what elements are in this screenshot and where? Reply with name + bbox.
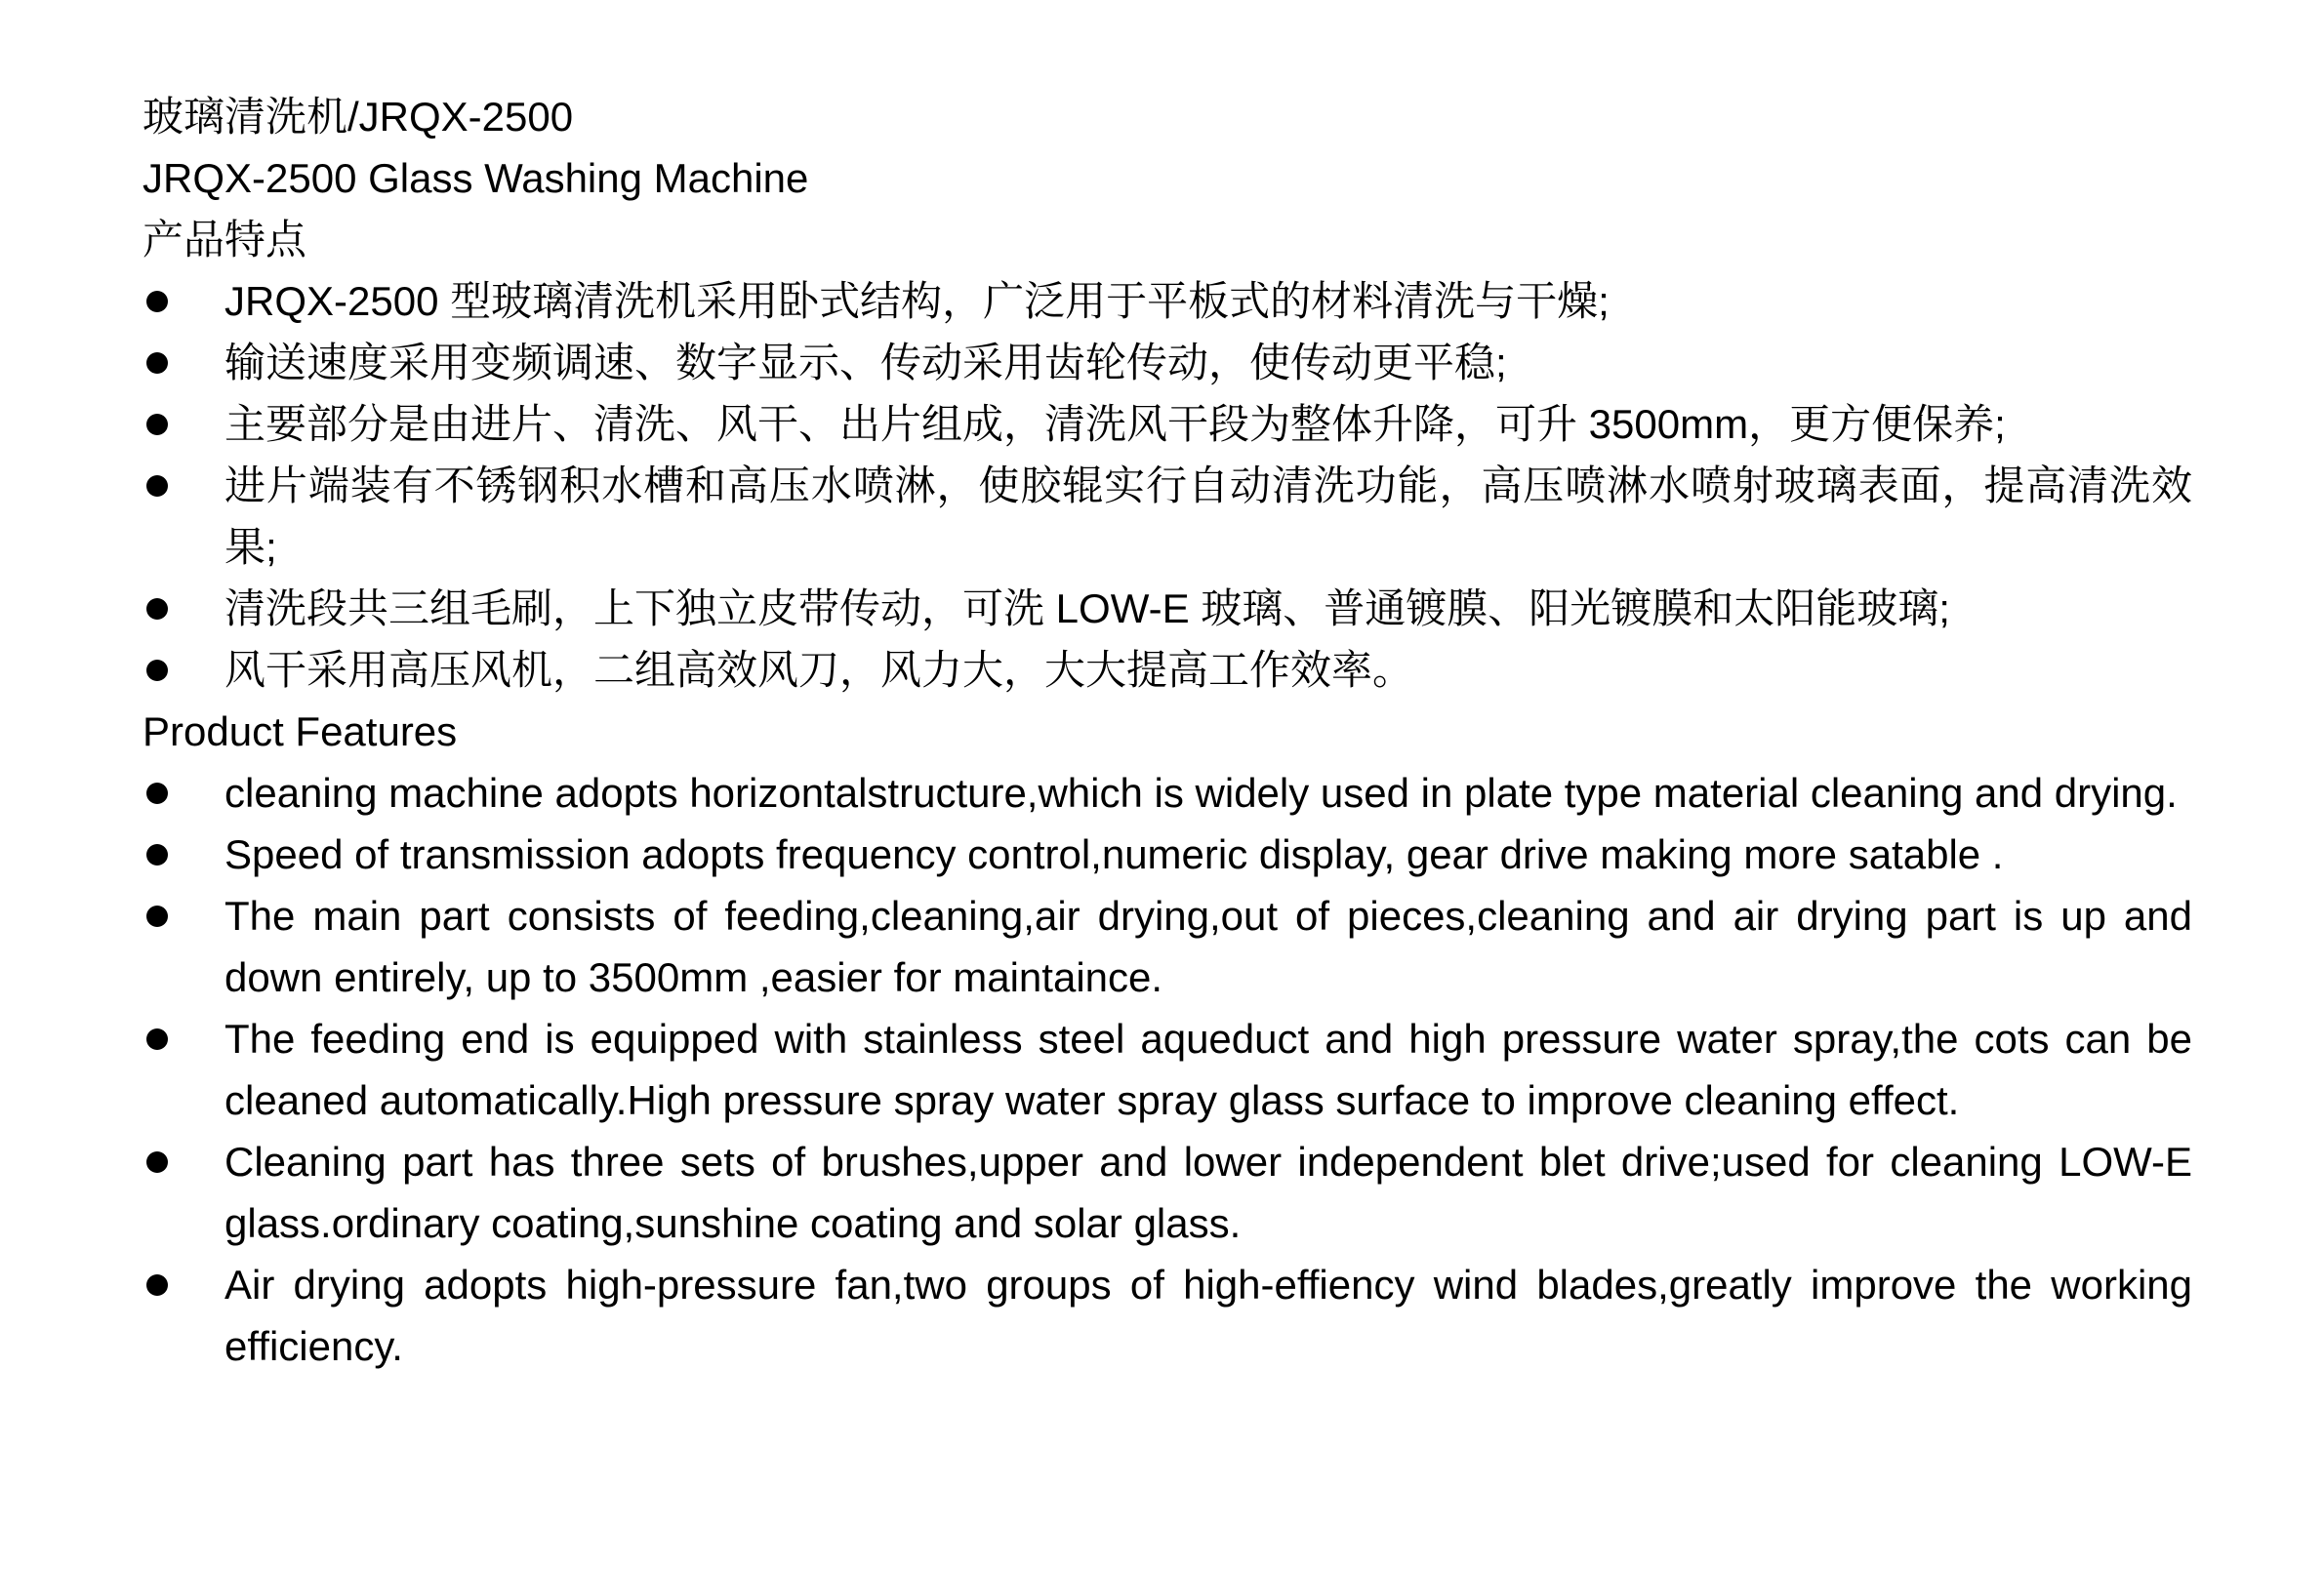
list-item-text: 风干采用高压风机，二组高效风刀，风力大，大大提高工作效率。 [224, 647, 1414, 693]
list-item-text: JRQX-2500 型玻璃清洗机采用卧式结构，广泛用于平板式的材料清洗与干燥; [224, 278, 1610, 324]
features-list-chinese [143, 270, 2192, 701]
list-item-text: The feeding end is equipped with stainless steel aqueduct and high pressure water spray,the cots can be cleaned automatically.High pressure spray water spray glass surface to improve cleaning effect. [224, 1016, 2192, 1123]
title-english: JRQX-2500 Glass Washing Machine [143, 155, 809, 201]
list-item-text: 主要部分是由进片、清洗、风干、出片组成，清洗风干段为整体升降，可升 3500mm，更方便保养; [224, 401, 2006, 447]
bullet-icon [146, 291, 168, 312]
list-item-text: 输送速度采用变频调速、数字显示、传动采用齿轮传动，使传动更平稳; [224, 340, 1507, 385]
list-item [143, 270, 2192, 332]
bullet-icon [146, 1274, 168, 1296]
features-heading-chinese: 产品特点 [143, 217, 307, 262]
features-list-english [143, 762, 2192, 1377]
list-item-text: Cleaning part has three sets of brushes,upper and lower independent blet drive;used for cleaning LOW-E glass.ordinary coating,sunshine coating and solar glass. [224, 1139, 2192, 1246]
bullet-icon [146, 906, 168, 927]
title-chinese: 玻璃清洗机/JRQX-2500 [143, 94, 574, 140]
bullet-icon [146, 414, 168, 435]
list-item [143, 578, 2192, 639]
list-item-text: 清洗段共三组毛刷，上下独立皮带传动，可洗 LOW-E 玻璃、普通镀膜、阳光镀膜和太阳能玻璃; [224, 585, 1950, 631]
list-item-text: The main part consists of feeding,cleaning,air drying,out of pieces,cleaning and air drying part is up and down entirely, up to 3500mm ,easier for maintaince. [224, 893, 2192, 1000]
list-item-text: 进片端装有不锈钢积水槽和高压水喷淋，使胶辊实行自动清洗功能，高压喷淋水喷射玻璃表面，提高清洗效果; [224, 463, 2192, 570]
bullet-icon [146, 660, 168, 681]
bullet-icon [146, 598, 168, 620]
bullet-icon [146, 475, 168, 497]
list-item [143, 332, 2192, 393]
list-item-text: cleaning machine adopts horizontalstructure,which is widely used in plate type material cleaning and drying. [224, 770, 2178, 816]
list-item-text: Air drying adopts high-pressure fan,two groups of high-effiency wind blades,greatly improve the working efficiency. [224, 1262, 2192, 1369]
list-item [143, 1131, 2192, 1254]
bullet-icon [146, 783, 168, 804]
bullet-icon [146, 1028, 168, 1050]
list-item [143, 824, 2192, 885]
list-item-text: Speed of transmission adopts frequency control,numeric display, gear drive making more satable . [224, 831, 2004, 877]
bullet-icon [146, 352, 168, 374]
document-body [143, 86, 2192, 1377]
list-item [143, 639, 2192, 701]
list-item [143, 393, 2192, 455]
features-heading-english: Product Features [143, 708, 458, 754]
list-item [143, 1254, 2192, 1377]
list-item [143, 1008, 2192, 1131]
bullet-icon [146, 844, 168, 866]
list-item [143, 885, 2192, 1008]
list-item [143, 455, 2192, 578]
bullet-icon [146, 1151, 168, 1173]
list-item [143, 762, 2192, 824]
